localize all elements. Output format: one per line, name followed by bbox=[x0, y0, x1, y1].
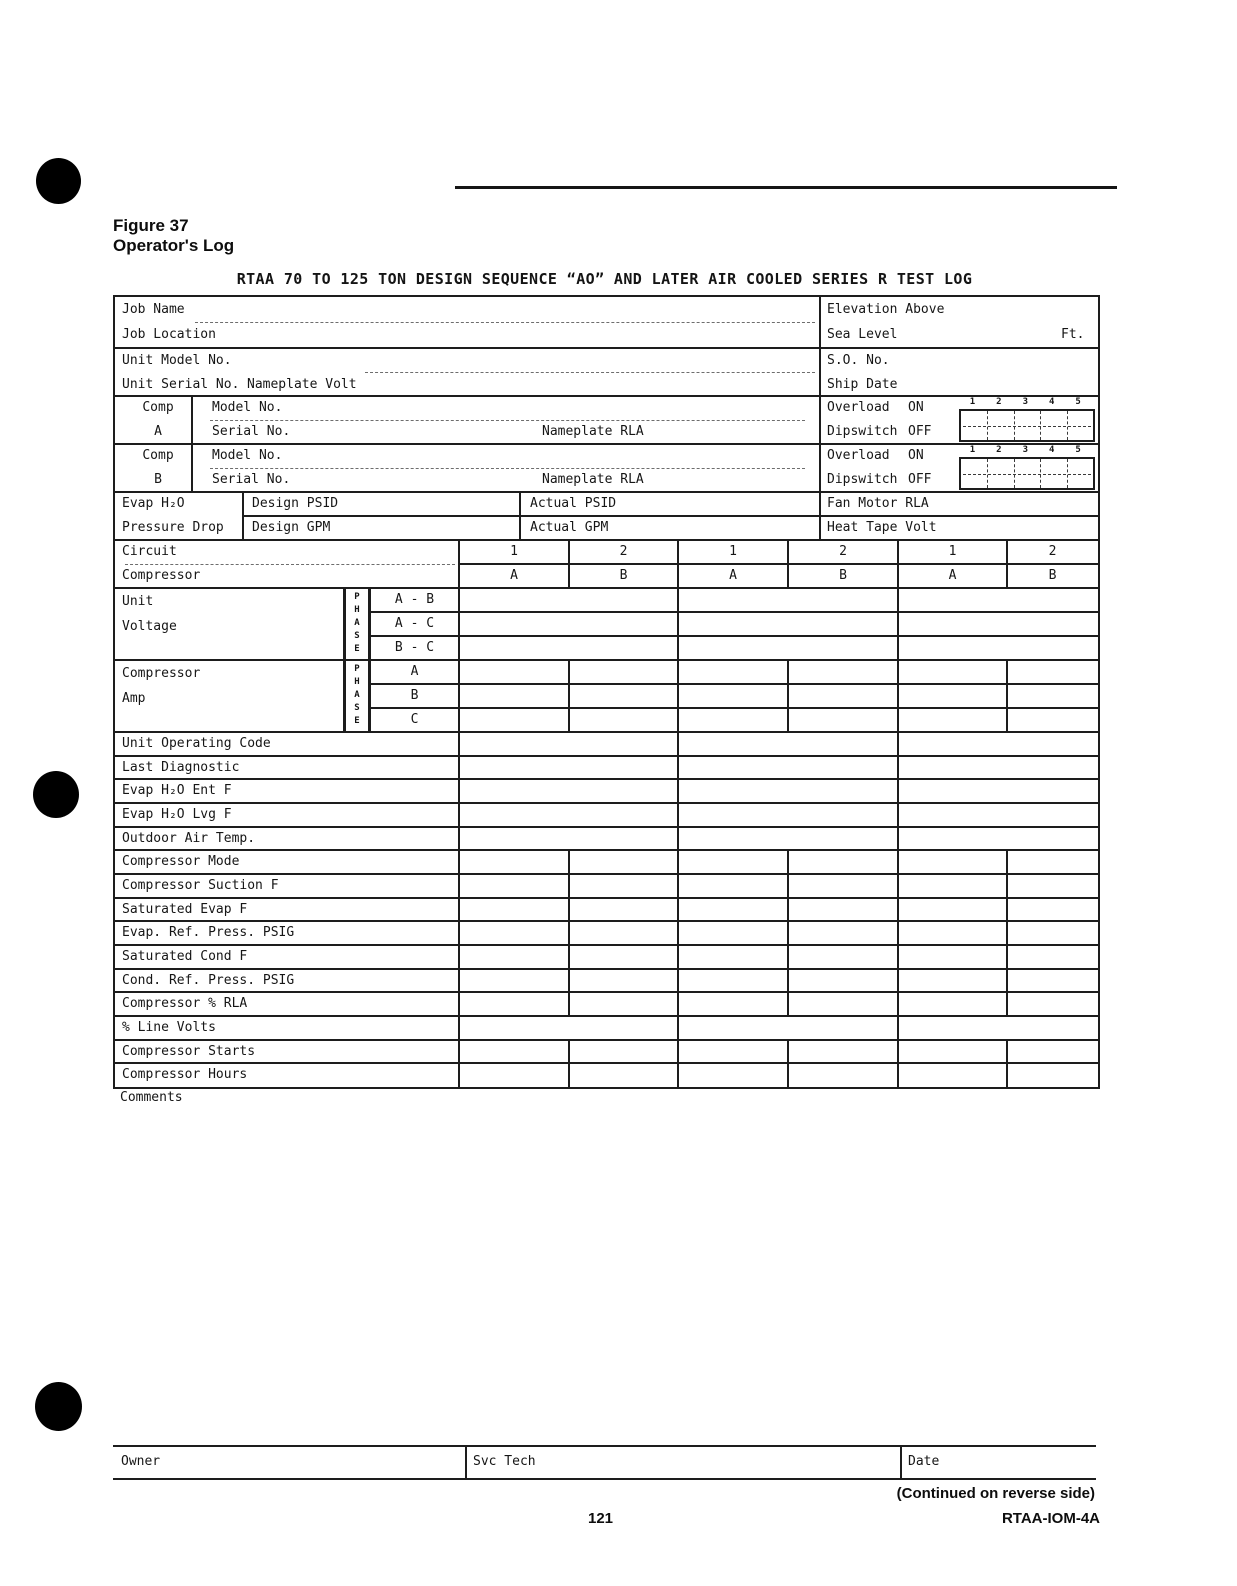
figure-title: Operator's Log bbox=[113, 236, 235, 255]
circuit-value: 1 bbox=[729, 544, 737, 559]
row-label: Compressor Starts bbox=[122, 1043, 256, 1059]
grid-line-v bbox=[519, 492, 521, 540]
comments-label: Comments bbox=[120, 1090, 183, 1105]
row-label: Compressor Mode bbox=[122, 854, 240, 870]
grid-line-v bbox=[568, 945, 570, 969]
grid-line-h bbox=[370, 611, 1098, 613]
dipswitch-mid-line bbox=[963, 474, 1091, 475]
grid-line-v bbox=[191, 396, 193, 492]
ship-date-label: Ship Date bbox=[827, 377, 898, 392]
comp-a-id: A bbox=[154, 424, 162, 439]
unit-voltage-label-line2: Voltage bbox=[122, 619, 177, 634]
row-label: Compressor Suction F bbox=[122, 878, 279, 893]
grid-line-h bbox=[115, 778, 1098, 780]
dipswitch-number: 1 bbox=[969, 445, 976, 455]
job-name-label: Job Name bbox=[122, 302, 185, 317]
dipswitch-b-off: OFF bbox=[908, 472, 932, 487]
grid-line-h bbox=[115, 755, 1098, 757]
grid-line-v bbox=[1006, 992, 1008, 1016]
row-label: Unit Operating Code bbox=[122, 736, 271, 751]
compressor-value: A bbox=[948, 568, 957, 583]
dipswitch-b-label: Dipswitch bbox=[827, 472, 898, 487]
grid-line-v bbox=[568, 660, 570, 732]
dipswitch-a-label: Dipswitch bbox=[827, 424, 898, 439]
grid-line-v bbox=[568, 1063, 570, 1087]
grid-line-h bbox=[115, 587, 1098, 589]
fill-line bbox=[210, 468, 805, 469]
phase-letter: S bbox=[354, 703, 360, 713]
dipswitch-number: 5 bbox=[1075, 397, 1081, 407]
comp-a-serial-no-label: Serial No. bbox=[212, 424, 291, 439]
comp-b-serial-no-label: Serial No. bbox=[212, 472, 291, 487]
grid-line-v bbox=[787, 1040, 789, 1064]
dipswitch-number: 2 bbox=[996, 445, 1002, 455]
grid-line-v bbox=[787, 1063, 789, 1087]
comp-b-model-no-label: Model No. bbox=[212, 448, 283, 463]
grid-line-v bbox=[1006, 874, 1008, 898]
compressor-value: B bbox=[619, 568, 628, 583]
compressor-amp-label-line2: Amp bbox=[122, 691, 146, 706]
phase-strip bbox=[344, 660, 370, 732]
phase-letter: E bbox=[354, 644, 360, 654]
phase-letter: A bbox=[354, 618, 360, 628]
grid-line-v bbox=[787, 874, 789, 898]
circuit-value: 2 bbox=[619, 544, 628, 559]
voltage-phase-row-label: B - C bbox=[394, 640, 435, 655]
comp-a-label: Comp bbox=[142, 400, 174, 415]
grid-line-h bbox=[115, 920, 1098, 922]
phase-letter: P bbox=[354, 664, 360, 674]
dipswitch-mid-line bbox=[963, 426, 1091, 427]
compressor-value: A bbox=[729, 568, 737, 583]
grid-line-h bbox=[115, 968, 1098, 970]
grid-line-h bbox=[370, 707, 1098, 709]
nameplate-volt-label: Nameplate Volt bbox=[247, 377, 357, 392]
grid-line-v bbox=[787, 969, 789, 993]
comp-b-label: Comp bbox=[142, 448, 174, 463]
grid-line-h bbox=[115, 443, 1098, 445]
dipswitch-number: 4 bbox=[1048, 445, 1055, 455]
grid-line-v bbox=[1006, 850, 1008, 874]
grid-line-h bbox=[115, 1015, 1098, 1017]
grid-line-v bbox=[1006, 660, 1008, 732]
phase-letter: P bbox=[354, 592, 360, 602]
voltage-phase-row-label: A - B bbox=[394, 592, 435, 607]
grid-line-h bbox=[115, 659, 1098, 661]
grid-line-v bbox=[1006, 969, 1008, 993]
dipswitch-number: 2 bbox=[996, 397, 1002, 407]
grid-line-v bbox=[819, 297, 821, 540]
unit-serial-no-label: Unit Serial No. bbox=[122, 377, 240, 392]
test-log-table bbox=[113, 295, 1100, 1089]
fill-line bbox=[125, 564, 455, 565]
row-label: Saturated Evap F bbox=[122, 901, 248, 917]
dipswitch-diagram bbox=[959, 397, 1095, 443]
date-label: Date bbox=[908, 1454, 940, 1469]
grid-line-v bbox=[1006, 898, 1008, 922]
dipswitch-a-off: OFF bbox=[908, 424, 932, 439]
grid-line-v bbox=[787, 992, 789, 1016]
sea-level-label: Sea Level bbox=[827, 327, 898, 342]
grid-line-h bbox=[459, 563, 1098, 565]
row-label: Evap H₂O Ent F bbox=[122, 783, 232, 799]
continued-note: (Continued on reverse side) bbox=[896, 1485, 1095, 1502]
grid-line-h bbox=[115, 849, 1098, 851]
circuit-value: 1 bbox=[948, 544, 957, 559]
grid-line-v bbox=[242, 492, 244, 540]
job-location-label: Job Location bbox=[122, 327, 216, 342]
amp-phase-row-label: B bbox=[410, 688, 419, 703]
voltage-phase-row-label: A - C bbox=[394, 616, 435, 631]
grid-line-h bbox=[115, 731, 1098, 733]
grid-line-v bbox=[787, 945, 789, 969]
punch-hole bbox=[35, 1382, 82, 1431]
overload-b-on: ON bbox=[908, 448, 924, 463]
page-number: 121 bbox=[588, 1510, 614, 1527]
grid-line-v bbox=[1006, 921, 1008, 945]
dipswitch-number: 1 bbox=[969, 397, 976, 407]
phase-strip bbox=[344, 588, 370, 660]
design-gpm-label: Design GPM bbox=[252, 520, 331, 535]
fill-line bbox=[210, 420, 805, 421]
grid-line-v bbox=[568, 921, 570, 945]
dipswitch-number: 3 bbox=[1022, 445, 1028, 455]
grid-line-v bbox=[568, 1040, 570, 1064]
fill-line bbox=[365, 372, 815, 373]
grid-line-v bbox=[568, 874, 570, 898]
grid-line-v bbox=[568, 898, 570, 922]
design-psid-label: Design PSID bbox=[252, 496, 339, 511]
punch-hole bbox=[36, 158, 81, 204]
overload-b-label: Overload bbox=[827, 448, 890, 463]
fan-motor-rla-label: Fan Motor RLA bbox=[827, 496, 929, 511]
circuit-value: 2 bbox=[839, 544, 847, 559]
grid-line-v bbox=[1006, 1063, 1008, 1087]
phase-letter: S bbox=[354, 631, 360, 641]
row-label: Cond. Ref. Press. PSIG bbox=[122, 972, 295, 988]
figure-label: Figure 37 bbox=[113, 216, 189, 235]
phase-letter: H bbox=[354, 677, 360, 687]
grid-line-h bbox=[370, 683, 1098, 685]
dipswitch-number: 4 bbox=[1048, 397, 1055, 407]
row-label: Last Diagnostic bbox=[122, 759, 240, 775]
grid-line-v bbox=[787, 660, 789, 732]
actual-gpm-label: Actual GPM bbox=[530, 520, 609, 535]
dipswitch-box bbox=[959, 457, 1095, 490]
row-label: % Line Volts bbox=[122, 1020, 216, 1035]
phase-letter: E bbox=[354, 716, 360, 726]
punch-hole bbox=[33, 771, 79, 818]
grid-line-v bbox=[1006, 1040, 1008, 1064]
comp-b-id: B bbox=[154, 472, 162, 487]
grid-line-h bbox=[115, 491, 1098, 493]
actual-psid-label: Actual PSID bbox=[530, 496, 617, 511]
signature-divider bbox=[900, 1447, 902, 1478]
top-rule bbox=[455, 186, 1117, 189]
compressor-value: B bbox=[839, 568, 847, 583]
so-no-label: S.O. No. bbox=[827, 353, 890, 368]
svc-tech-label: Svc Tech bbox=[473, 1454, 536, 1469]
table-title: RTAA 70 TO 125 TON DESIGN SEQUENCE “AO” AND LATER AIR COOLED SERIES R TEST LOG bbox=[236, 270, 973, 288]
owner-label: Owner bbox=[121, 1454, 161, 1469]
circuit-value: 2 bbox=[1048, 544, 1057, 559]
circuit-label: Circuit bbox=[122, 544, 177, 559]
evap-label-line1: Evap H₂O bbox=[122, 496, 185, 511]
grid-line-h bbox=[243, 515, 1098, 517]
fill-line bbox=[195, 322, 815, 323]
evap-label-line2: Pressure Drop bbox=[122, 520, 224, 535]
grid-line-h bbox=[115, 347, 1098, 349]
comp-a-model-no-label: Model No. bbox=[212, 400, 283, 415]
amp-phase-row-label: A bbox=[410, 664, 419, 679]
phase-letter: A bbox=[354, 690, 360, 700]
comp-a-nameplate-rla-label: Nameplate RLA bbox=[542, 424, 644, 439]
amp-phase-row-label: C bbox=[410, 712, 419, 727]
grid-line-v bbox=[677, 540, 679, 1087]
dipswitch-diagram bbox=[959, 445, 1095, 491]
row-label: Outdoor Air Temp. bbox=[122, 830, 256, 846]
row-label: Evap. Ref. Press. PSIG bbox=[122, 925, 295, 941]
grid-line-h bbox=[115, 873, 1098, 875]
row-label: Saturated Cond F bbox=[122, 949, 248, 964]
grid-line-h bbox=[115, 897, 1098, 899]
grid-line-v bbox=[1006, 945, 1008, 969]
grid-line-h bbox=[115, 991, 1098, 993]
grid-line-v bbox=[787, 921, 789, 945]
elevation-above-label: Elevation Above bbox=[827, 302, 945, 317]
circuit-value: 1 bbox=[510, 544, 518, 559]
grid-line-v bbox=[897, 540, 899, 1087]
dipswitch-number: 5 bbox=[1075, 445, 1081, 455]
ft-label: Ft. bbox=[1061, 327, 1085, 342]
compressor-label: Compressor bbox=[122, 568, 201, 583]
overload-a-label: Overload bbox=[827, 400, 890, 415]
signature-table bbox=[113, 1445, 1096, 1480]
grid-line-h bbox=[115, 826, 1098, 828]
row-label: Compressor Hours bbox=[122, 1067, 248, 1083]
grid-line-h bbox=[370, 635, 1098, 637]
grid-line-v bbox=[568, 992, 570, 1016]
grid-line-h bbox=[115, 802, 1098, 804]
grid-line-h bbox=[115, 1039, 1098, 1041]
unit-voltage-label-line1: Unit bbox=[122, 594, 154, 609]
compressor-amp-label-line1: Compressor bbox=[122, 666, 201, 681]
unit-model-no-label: Unit Model No. bbox=[122, 353, 232, 368]
grid-line-v bbox=[369, 588, 371, 732]
grid-line-h bbox=[115, 1062, 1098, 1064]
overload-a-on: ON bbox=[908, 400, 924, 415]
compressor-value: B bbox=[1048, 568, 1057, 583]
grid-line-v bbox=[787, 898, 789, 922]
grid-line-v bbox=[787, 850, 789, 874]
dipswitch-box bbox=[959, 409, 1095, 442]
grid-line-v bbox=[343, 588, 345, 732]
row-label: Compressor % RLA bbox=[122, 996, 248, 1012]
grid-line-v bbox=[568, 969, 570, 993]
grid-line-v bbox=[568, 850, 570, 874]
comp-b-nameplate-rla-label: Nameplate RLA bbox=[542, 472, 644, 487]
heat-tape-volt-label: Heat Tape Volt bbox=[827, 520, 937, 535]
dipswitch-number: 3 bbox=[1022, 397, 1028, 407]
grid-line-h bbox=[115, 944, 1098, 946]
grid-line-h bbox=[115, 395, 1098, 397]
row-label: Evap H₂O Lvg F bbox=[122, 807, 232, 822]
signature-divider bbox=[465, 1447, 467, 1478]
doc-code: RTAA-IOM-4A bbox=[1001, 1510, 1100, 1527]
compressor-value: A bbox=[510, 568, 518, 583]
grid-line-h bbox=[115, 539, 1098, 541]
phase-letter: H bbox=[354, 605, 360, 615]
